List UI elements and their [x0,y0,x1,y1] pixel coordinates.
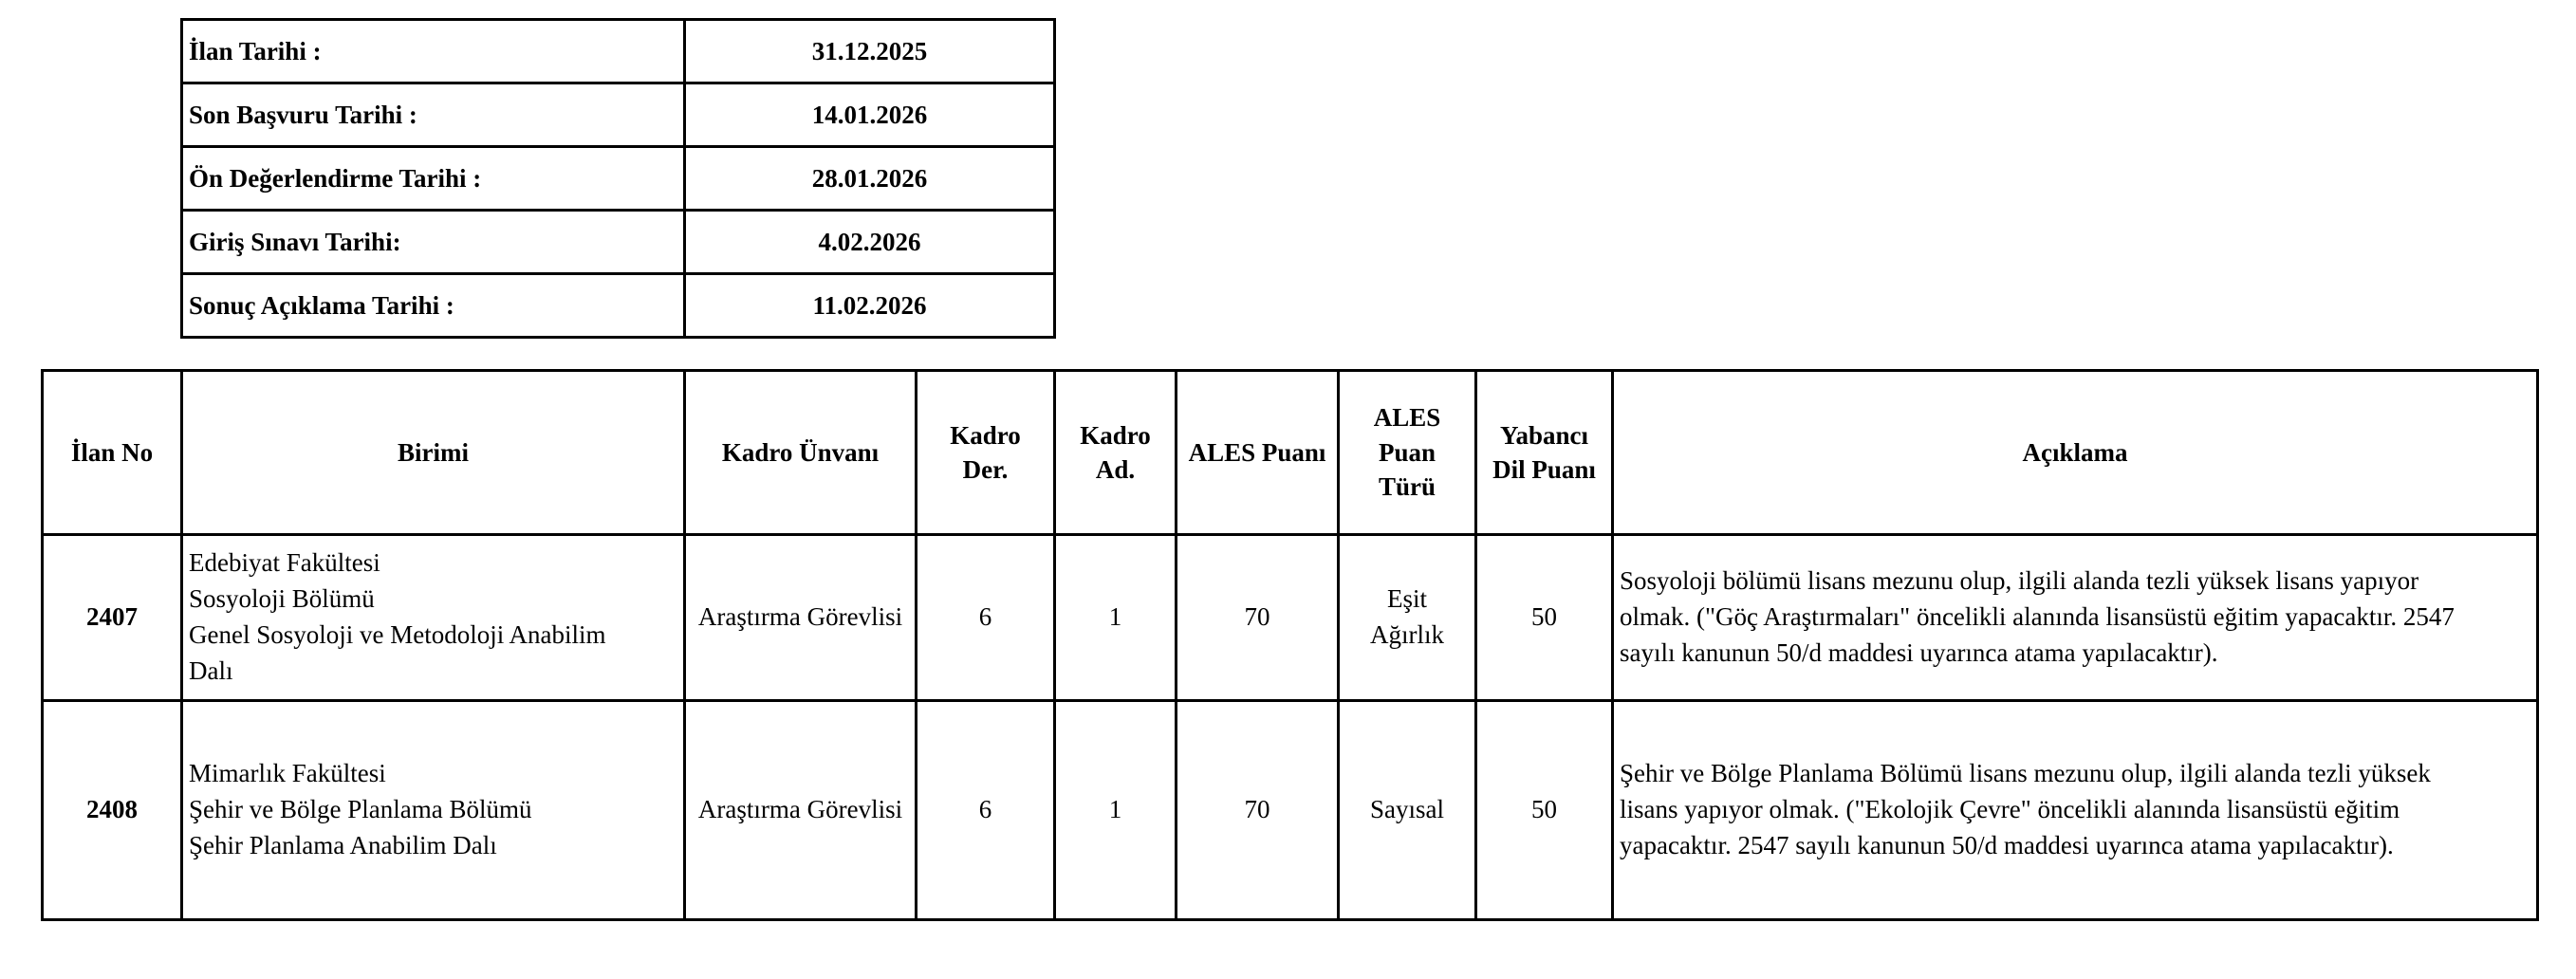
birimi-cell [182,535,685,701]
header-ales-puan-turu-line: ALES [1373,403,1441,433]
header-kadro-ad [1055,371,1177,535]
header-kadro-der-line: Kadro [950,420,1021,450]
kadro-ad-cell: 1 [1055,535,1177,701]
ilan-no-cell: 2408 [43,701,182,920]
aciklama-line: lisans yapıyor olmak. ("Ekolojik Çevre" öncelikli alanında lisansüstü eğitim [1620,795,2400,824]
ales-puani-cell: 70 [1177,535,1339,701]
date-row-on-degerlendirme [182,147,1055,211]
header-ales-puan-turu-line: Puan [1378,437,1436,467]
ales-puani-cell: 70 [1177,701,1339,920]
date-row-son-basvuru [182,83,1055,147]
ales-puan-turu-cell [1339,535,1476,701]
aciklama-cell [1613,701,2538,920]
yabanci-dil-cell: 50 [1476,701,1613,920]
header-kadro-unvani: Kadro Ünvanı [685,371,917,535]
table-row [43,701,2538,920]
header-ilan-no: İlan No [43,371,182,535]
positions-table [41,369,2539,921]
header-kadro-ad-line: Kadro [1080,420,1151,450]
kadro-ad-cell: 1 [1055,701,1177,920]
header-yabanci-dil-line: Dil Puanı [1492,455,1596,484]
ilan-tarihi-value: 31.12.2025 [685,20,1055,83]
date-row-giris-sinavi [182,211,1055,274]
date-row-ilan [182,20,1055,83]
header-ales-puan-turu-line: Türü [1378,472,1436,502]
birimi-line: Dalı [189,656,233,685]
aciklama-line: Şehir ve Bölge Planlama Bölümü lisans mezunu olup, ilgili alanda tezli yüksek [1620,759,2431,788]
header-aciklama: Açıklama [1613,371,2538,535]
header-kadro-der [917,371,1055,535]
son-basvuru-value: 14.01.2026 [685,83,1055,147]
birimi-cell [182,701,685,920]
birimi-line: Genel Sosyoloji ve Metodoloji Anabilim [189,620,606,649]
on-degerlendirme-label: Ön Değerlendirme Tarihi : [182,147,685,211]
son-basvuru-label: Son Başvuru Tarihi : [182,83,685,147]
header-row [43,371,2538,535]
table-row [43,535,2538,701]
on-degerlendirme-value: 28.01.2026 [685,147,1055,211]
birimi-line: Mimarlık Fakültesi [189,759,386,788]
dates-table [180,18,1056,339]
birimi-line: Şehir Planlama Anabilim Dalı [189,830,497,859]
kadro-der-cell: 6 [917,535,1055,701]
sonuc-aciklama-value: 11.02.2026 [685,274,1055,338]
aciklama-line: yapacaktır. 2547 sayılı kanunun 50/d maddesi uyarınca atama yapılacaktır). [1620,830,2394,859]
header-yabanci-dil [1476,371,1613,535]
header-ales-puani: ALES Puanı [1177,371,1339,535]
header-yabanci-dil-line: Yabancı [1499,420,1589,450]
kadro-der-cell: 6 [917,701,1055,920]
yabanci-dil-cell: 50 [1476,535,1613,701]
header-kadro-der-line: Der. [962,455,1009,484]
ales-puan-turu-line: Eşit [1386,584,1427,614]
aciklama-line: Sosyoloji bölümü lisans mezunu olup, ilgili alanda tezli yüksek lisans yapıyor [1620,566,2419,596]
ilan-tarihi-label: İlan Tarihi : [182,20,685,83]
birimi-line: Sosyoloji Bölümü [189,584,375,614]
header-birimi: Birimi [182,371,685,535]
header-kadro-ad-line: Ad. [1095,455,1136,484]
birimi-line: Şehir ve Bölge Planlama Bölümü [189,795,532,824]
date-row-sonuc-aciklama [182,274,1055,338]
ales-puan-turu-cell [1339,701,1476,920]
giris-sinavi-value: 4.02.2026 [685,211,1055,274]
sonuc-aciklama-label: Sonuç Açıklama Tarihi : [182,274,685,338]
giris-sinavi-label: Giriş Sınavı Tarihi: [182,211,685,274]
birimi-line: Edebiyat Fakültesi [189,548,380,578]
aciklama-line: olmak. ("Göç Araştırmaları" öncelikli alanında lisansüstü eğitim yapacaktır. 2547 [1620,602,2455,632]
kadro-unvani-cell: Araştırma Görevlisi [685,701,917,920]
ales-puan-turu-line: Sayısal [1370,795,1444,824]
aciklama-cell [1613,535,2538,701]
kadro-unvani-cell: Araştırma Görevlisi [685,535,917,701]
header-ales-puan-turu [1339,371,1476,535]
ilan-no-cell: 2407 [43,535,182,701]
ales-puan-turu-line: Ağırlık [1370,620,1444,649]
aciklama-line: sayılı kanunun 50/d maddesi uyarınca atama yapılacaktır). [1620,637,2218,667]
